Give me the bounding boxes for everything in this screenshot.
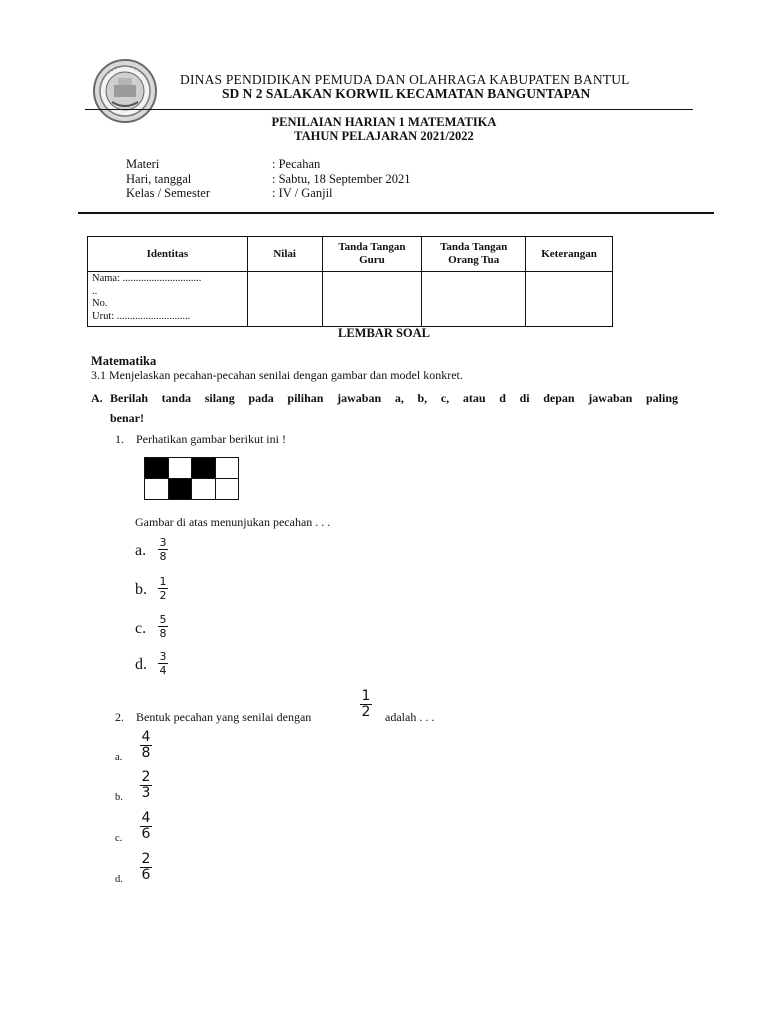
numerator: 3 [159,536,167,549]
info-value: : Sabtu, 18 September 2021 [272,171,411,186]
option-d-letter[interactable]: d. [115,874,123,885]
grid-cell-shaded [192,458,216,479]
info-label: Kelas / Semester [126,186,211,200]
numerator: 3 [159,650,167,663]
option-a-letter[interactable]: a. [115,752,123,763]
col-keterangan: Keterangan [526,237,613,272]
fraction-grid-figure [144,457,239,500]
col-ttd-guru: Tanda Tangan Guru [322,237,422,272]
teacher-signature-cell[interactable] [322,272,422,327]
denominator: 8 [159,550,167,563]
denominator: 6 [141,867,151,883]
subject-label: Matematika [91,354,157,368]
numerator: 4 [141,729,151,745]
col-ttd-ortu: Tanda Tangan Orang Tua [422,237,526,272]
numerator: 5 [159,613,167,626]
section-letter: A. [91,391,103,405]
numerator: 2 [141,851,151,867]
denominator: 3 [141,785,151,801]
numerator: 2 [141,769,151,785]
option-c-fraction[interactable] [156,613,170,640]
option-c-fraction[interactable] [138,811,154,842]
col-nilai: Nilai [247,237,322,272]
exam-info [126,157,526,203]
option-a-fraction[interactable] [156,536,170,563]
info-value: : IV / Ganjil [272,186,333,200]
grid-cell [168,458,192,479]
question-fraction [358,689,374,720]
name-field-cont: .. [92,285,98,297]
option-a-letter[interactable]: a. [135,542,147,559]
denominator: 8 [141,745,151,761]
option-c-letter[interactable]: c. [135,620,147,637]
option-c-letter[interactable]: c. [115,833,123,844]
question-number: 1. [115,432,124,446]
denominator: 4 [159,664,167,677]
section-heading: LEMBAR SOAL [337,326,431,340]
header-school: SD N 2 SALAKAN KORWIL KECAMATAN BANGUNTAPAN [222,86,591,101]
section-a-instruction [91,388,678,428]
question-text: Bentuk pecahan yang senilai dengan [136,710,312,724]
question-text-end: adalah . . . [385,710,435,724]
name-field: Nama: .............................. [92,273,202,284]
header-divider [85,109,693,110]
info-value: : Pecahan [272,157,321,171]
question-number: 2. [115,710,124,724]
col-identitas: Identitas [88,237,248,272]
grid-cell [192,479,216,500]
question-prompt: Gambar di atas menunjukan pecahan . . . [135,515,331,529]
identity-cell[interactable] [88,272,248,327]
identity-table [87,236,613,327]
number-label: No. [92,298,108,309]
info-label: Hari, tanggal [126,171,192,186]
option-d-letter[interactable]: d. [135,656,147,673]
option-d-fraction[interactable] [138,852,154,883]
denominator: 2 [361,704,371,720]
option-a-fraction[interactable] [138,730,154,761]
grid-cell [215,458,239,479]
grid-cell-shaded [168,479,192,500]
grid-cell [215,479,239,500]
number-field: Urut: ............................ [92,310,191,322]
competency-text: 3.1 Menjelaskan pecahan-pecahan senilai dengan gambar dan model konkret. [91,368,463,382]
grid-cell-shaded [145,458,169,479]
header-agency: DINAS PENDIDIKAN PEMUDA DAN OLAHRAGA KABUPATEN BANTUL [180,72,630,87]
parent-signature-cell[interactable] [422,272,526,327]
option-b-fraction[interactable] [138,770,154,801]
exam-title: PENILAIAN HARIAN 1 MATEMATIKA [271,115,497,129]
instruction-line-2: benar! [110,411,144,425]
option-d-fraction[interactable] [156,650,170,677]
info-label: Materi [126,157,160,171]
instruction-line-1: Berilah tanda silang pada pilihan jawaban a, b, c, atau d di depan jawaban paling [110,391,678,405]
numerator: 4 [141,810,151,826]
remarks-cell[interactable] [526,272,613,327]
question-text: Perhatikan gambar berikut ini ! [136,432,286,446]
option-b-fraction[interactable] [156,575,170,602]
numerator: 1 [361,688,371,704]
option-b-letter[interactable]: b. [135,581,147,598]
denominator: 6 [141,826,151,842]
option-b-letter[interactable]: b. [115,792,123,803]
school-year: TAHUN PELAJARAN 2021/2022 [294,129,474,143]
info-divider [78,212,714,214]
numerator: 1 [159,575,167,588]
denominator: 8 [159,627,167,640]
grid-cell [145,479,169,500]
score-cell[interactable] [247,272,322,327]
denominator: 2 [159,589,167,602]
